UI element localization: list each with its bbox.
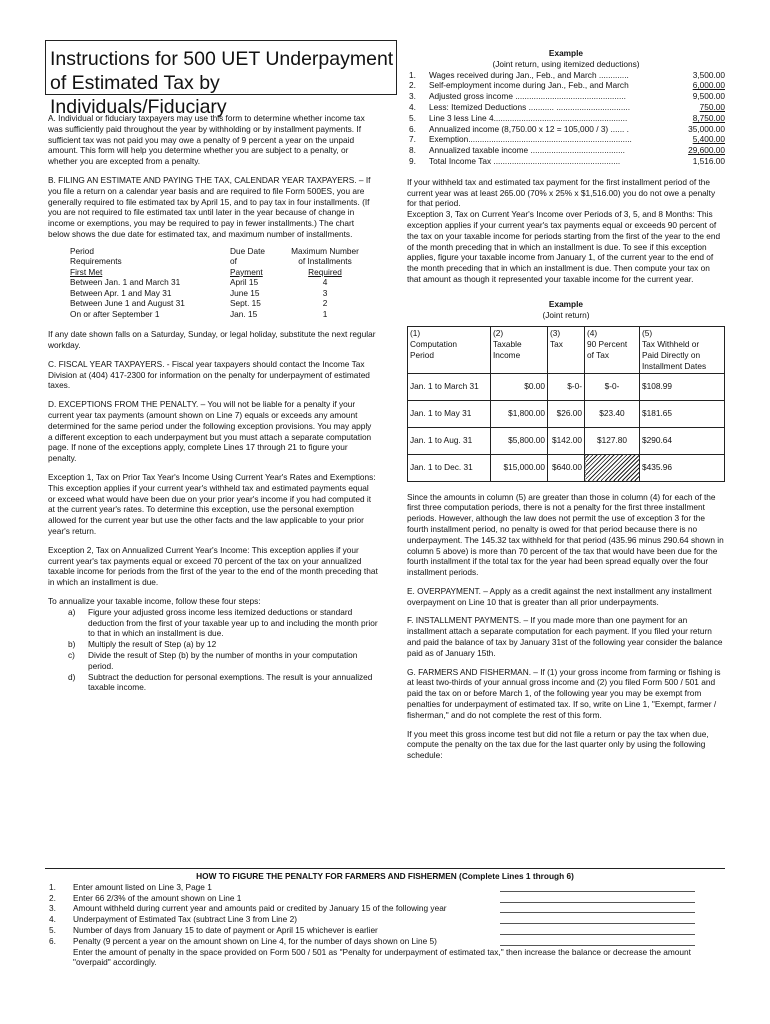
schedule-cell: On or after September 1 (70, 308, 160, 319)
example-line (407, 91, 725, 102)
farmers-line (45, 903, 725, 914)
line-label: Enter 66 2/3% of the amount shown on Line 1 (73, 892, 242, 903)
line-number: 6. (49, 935, 56, 946)
line-label: Annualized income (8,750.00 x 12 = 105,000 / 3) ...... . (429, 123, 629, 134)
line-number: 3. (49, 903, 56, 914)
annualize-steps (68, 607, 378, 693)
line-value: 750.00 (699, 101, 725, 112)
schedule-cell: 2 (322, 298, 328, 309)
table-header: (2) Taxable Income (491, 327, 548, 373)
table-row (408, 427, 725, 454)
example-1-subtitle: (Joint return, using itemized deductions) (492, 58, 640, 69)
farmers-line (45, 936, 725, 947)
schedule-header: First Met (70, 266, 103, 277)
line-number: 7. (409, 134, 416, 145)
section-f: F. INSTALLMENT PAYMENTS. – If you made more than one payment for an installment attach a separate computation for each payment. If you filed your return and paid the balance of tax by January 31st of the following year consider the balance paid as of January 15th. (407, 615, 723, 658)
line-value: 1,516.00 (692, 155, 725, 166)
line-value: 5,400.00 (692, 134, 725, 145)
table-header: (5) Tax Withheld or Paid Directly on Installment Dates (640, 327, 725, 373)
table-cell: $15,000.00 (491, 454, 548, 481)
line-number: 9. (409, 155, 416, 166)
line-label: Self-employment income during Jan., Feb., and March (429, 80, 629, 91)
since-paragraph: Since the amounts in column (5) are greater than those in column (4) for each of the first three computation periods, there is not a penalty for the first three installment periods. However, although the law does not permit the use of exception 3 for the fourth installment period, no penalty is owed for that period because there is no underpayment. The 145.32 tax withheld for that period (435.96 minus 290.64 shown in column 5 above) is more than 70 percent of the tax that would have been due for the fourth installment if the total tax for the year had been spread equally over the four installment periods. (407, 491, 724, 578)
table-cell: $1,800.00 (491, 400, 548, 427)
line-number: 4. (49, 914, 56, 925)
table-cell: $108.99 (640, 373, 725, 400)
schedule-header: Required (308, 266, 342, 277)
schedule-cell: Jan. 15 (230, 308, 258, 319)
table-cell: Jan. 1 to Dec. 31 (408, 454, 491, 481)
table-cell: Jan. 1 to March 31 (408, 373, 491, 400)
farmers-line (45, 893, 725, 904)
schedule-header: Due Date (230, 245, 266, 256)
table-header: (4) 90 Percent of Tax (585, 327, 640, 373)
line-value: 9,500.00 (692, 91, 725, 102)
table-cell: $181.65 (640, 400, 725, 427)
line-label: Annualized taxable income ......................................... (429, 145, 625, 156)
line-number: 3. (409, 91, 416, 102)
shaded-cell (585, 454, 640, 481)
line-number: 6. (409, 123, 416, 134)
step-text: Multiply the result of Step (a) by 12 (88, 639, 217, 650)
table-cell: Jan. 1 to Aug. 31 (408, 427, 491, 454)
schedule-cell: 1 (322, 308, 328, 319)
table-row (408, 454, 725, 481)
step-item (68, 650, 378, 672)
example-1-conclusion: If your withheld tax and estimated tax payment for the first installment period of the current year was at least 265.00 (70% x 25% x $1,516.00) you do not owe a penalty for that period. (407, 176, 716, 209)
section-d: D. EXCEPTIONS FROM THE PENALTY. – You will not be liable for a penalty if your current year tax payments (amount shown on Line 7) equals or exceeds any amount determined for the same period under the following exception provisions. You may apply a different exception to each underpayment but you must attach a separate computation page. If none of the exceptions apply, complete Lines 17 through 21 to figure your penalty. (48, 399, 372, 464)
example-line (407, 134, 725, 145)
line-number: 4. (409, 101, 416, 112)
schedule-header: Payment (230, 266, 263, 277)
step-item (68, 639, 378, 650)
line-label: Adjusted gross income ................................................ (429, 91, 626, 102)
table-cell: $640.00 (548, 454, 585, 481)
table-cell: $-0- (548, 373, 585, 400)
farmers-footer: Enter the amount of penalty in the space provided on Form 500 / 501 as "Penalty for underpayment of estimated tax," then increase the balance or decrease the amount "overpaid" accordingly. (73, 946, 691, 968)
section-g-note: If you meet this gross income test but did not file a return or pay the tax when due, compute the penalty on the tax due for the last quarter only by using the following schedule: (407, 728, 709, 761)
example-1-title: Example (548, 48, 584, 58)
farmers-line (45, 882, 725, 893)
line-number: 1. (409, 69, 416, 80)
schedule-cell: Sept. 15 (230, 298, 261, 309)
table-header: (3) Tax (548, 327, 585, 373)
step-key: a) (68, 606, 76, 617)
line-number: 5. (49, 924, 56, 935)
table-row (408, 400, 725, 427)
example-2-subtitle: (Joint return) (542, 309, 590, 320)
line-label: Line 3 less Line 4.......................................................... (429, 112, 628, 123)
left-column (48, 113, 378, 693)
step-key: c) (68, 649, 75, 660)
form-page (45, 40, 725, 1010)
line-label: Amount withheld during current year and amounts paid or credited by January 15 of the following year (73, 903, 447, 914)
step-text: Figure your adjusted gross income less itemized deductions or standard deduction from the first of your taxable year up to and including the month prior to that in which an installment is due. (88, 606, 378, 639)
farmers-heading: HOW TO FIGURE THE PENALTY FOR FARMERS AND FISHERMEN (Complete Lines 1 through 6) (196, 871, 574, 881)
table-cell: $5,800.00 (491, 427, 548, 454)
line-number: 2. (49, 892, 56, 903)
table-cell: $-0- (585, 373, 640, 400)
table-cell: $0.00 (491, 373, 548, 400)
entry-field[interactable] (500, 893, 695, 903)
line-value: 8,750.00 (692, 112, 725, 123)
line-label: Wages received during Jan., Feb., and March ............. (429, 69, 629, 80)
farmers-footer-row (45, 947, 725, 969)
schedule-header: Period (70, 245, 94, 256)
section-g: G. FARMERS AND FISHERMAN. – If (1) your gross income from farming or fishing is at least two-thirds of your annual gross income and (2) you filed Form 500 / 501 and paid the tax on or before March 1, of the following year you may be exempt from penalties for underpayment of estimated tax. If so, write on Line 1, "Exempt, farmer / fisherman," and do not complete the rest of this form. (407, 666, 721, 720)
example-line (407, 102, 725, 113)
page-title: Instructions for 500 UET Underpayment of Estimated Tax by Individuals/Fiduciary (45, 40, 397, 95)
schedule-header: of (230, 256, 237, 267)
example-line (407, 145, 725, 156)
schedule-header: of Installments (298, 256, 352, 267)
entry-field[interactable] (500, 914, 695, 924)
farmers-line (45, 914, 725, 925)
example-line (407, 156, 725, 167)
farmers-section (45, 868, 725, 968)
schedule-cell: 4 (322, 277, 328, 288)
schedule-header: Requirements (70, 256, 122, 267)
table-header-row (408, 327, 725, 373)
table-header: (1) Computation Period (408, 327, 491, 373)
example-line (407, 124, 725, 135)
step-key: b) (68, 639, 76, 650)
line-number: 1. (49, 881, 56, 892)
section-c: C. FISCAL YEAR TAXPAYERS. - Fiscal year taxpayers should contact the Income Tax Division at (404) 417-2300 for information on the penalty for underpayment of estimated taxes. (48, 358, 370, 391)
line-value: 3,500.00 (692, 69, 725, 80)
schedule-cell: 3 (322, 287, 328, 298)
table-cell: $26.00 (548, 400, 585, 427)
line-value: 6,000.00 (692, 80, 725, 91)
table-cell: $127.80 (585, 427, 640, 454)
table-cell: $290.64 (640, 427, 725, 454)
line-label: Total Income Tax ....................................................... (429, 155, 621, 166)
schedule-cell: Between June 1 and August 31 (70, 298, 185, 309)
step-text: Divide the result of Step (b) by the number of months in your computation period. (88, 649, 358, 671)
example-1-lines (407, 70, 725, 167)
step-item (68, 672, 378, 694)
exception-1: Exception 1, Tax on Prior Tax Year's Income Using Current Year's Rates and Exemptions: This exception applies if your current year's withheld tax and estimated payments equal or exceed what would have been due on your prior year's income if you had computed it at the current year's rates. To determine this exception, use the personal exemption allowed for the current year but use the other facts and the law applicable to your prior year's return. (48, 472, 376, 537)
example-line (407, 113, 725, 124)
step-text: Subtract the deduction for personal exemptions. The result is your annualized taxable income. (88, 671, 373, 693)
schedule-cell: April 15 (230, 277, 259, 288)
exception-2: Exception 2, Tax on Annualized Current Year's Income: This exception applies if your current year's tax payments equal or exceed 70 percent of the tax on your annualized taxable income for periods from the first of the year to the end of the month preceding that in which an installment is due. (48, 544, 378, 588)
line-label: Number of days from January 15 to date of payment or April 15 whichever is earlier (73, 924, 378, 935)
annualize-intro: To annualize your taxable income, follow these four steps: (48, 596, 261, 606)
line-label: Penalty (9 percent a year on the amount shown on Line 4, for the number of days shown on Line 5) (73, 935, 437, 946)
step-item (68, 607, 378, 639)
line-label: Underpayment of Estimated Tax (subtract Line 3 from Line 2) (73, 914, 297, 925)
line-label: Less: Itemized Deductions ........... ................................ (429, 101, 631, 112)
section-a: A. Individual or fiduciary taxpayers may use this form to determine whether income tax was sufficiently paid throughout the year by withholding or by installment payments. If sufficient tax was not paid you may owe a penalty of 9 percent a year on the unpaid amount. This form will help you determine whether you are subject to a penalty, or whether you are excepted from a penalty. (48, 113, 365, 167)
line-value: 35,000.00 (688, 123, 725, 134)
line-label: Exemption....................................................................... (429, 134, 632, 145)
line-number: 8. (409, 145, 416, 156)
installment-schedule (70, 246, 378, 320)
example-line (407, 70, 725, 81)
line-label: Enter amount listed on Line 3, Page 1 (73, 881, 212, 892)
entry-field[interactable] (500, 882, 695, 892)
schedule-cell: June 15 (230, 287, 260, 298)
entry-field[interactable] (500, 936, 695, 946)
entry-field[interactable] (500, 925, 695, 935)
table-cell: Jan. 1 to May 31 (408, 400, 491, 427)
schedule-cell: Between Apr. 1 and May 31 (70, 287, 172, 298)
line-number: 2. (409, 80, 416, 91)
right-column (407, 48, 725, 769)
section-e: E. OVERPAYMENT. – Apply as a credit against the next installment any installment overpayment on Line 10 that is greater than all prior underpayments. (407, 585, 712, 607)
computation-table (407, 326, 725, 481)
example-line (407, 80, 725, 91)
step-key: d) (68, 671, 76, 682)
holiday-note: If any date shown falls on a Saturday, Sunday, or legal holiday, substitute the next regular workday. (48, 329, 376, 351)
exception-3: Exception 3, Tax on Current Year's Income over Periods of 3, 5, and 8 Months: This exception applies if your current year's tax payments equal or exceeds 90 percent of the tax on your taxable income for periods starting from the first of the year to the end of the month preceding that in which an installment is due. To see if this exception applies, figure your taxable income from January 1, of the current year to the end of the month preceding that in which an installment is due. Then compute your tax on that amount as though it represented your taxable income for the current year. (407, 209, 721, 284)
line-value: 29,600.00 (688, 145, 725, 156)
schedule-cell: Between Jan. 1 and March 31 (70, 277, 181, 288)
entry-field[interactable] (500, 903, 695, 913)
line-number: 5. (409, 112, 416, 123)
table-cell: $435.96 (640, 454, 725, 481)
section-b: B. FILING AN ESTIMATE AND PAYING THE TAX, CALENDAR YEAR TAXPAYERS. – If you file a return on a calendar year basis and are required to file Form 500ES, you are generally required to file estimated tax by April 15, and to pay tax in four installments. (If you are not required to file estimated tax until later in the year because of change in income or exemptions, you may be required to pay in fewer installments.) The chart below shows the due date for estimated tax, and maximum number of installments. (48, 174, 371, 239)
table-cell: $23.40 (585, 400, 640, 427)
example-2-title: Example (548, 298, 584, 309)
schedule-header: Maximum Number (291, 245, 359, 256)
farmers-line (45, 925, 725, 936)
table-cell: $142.00 (548, 427, 585, 454)
table-row (408, 373, 725, 400)
